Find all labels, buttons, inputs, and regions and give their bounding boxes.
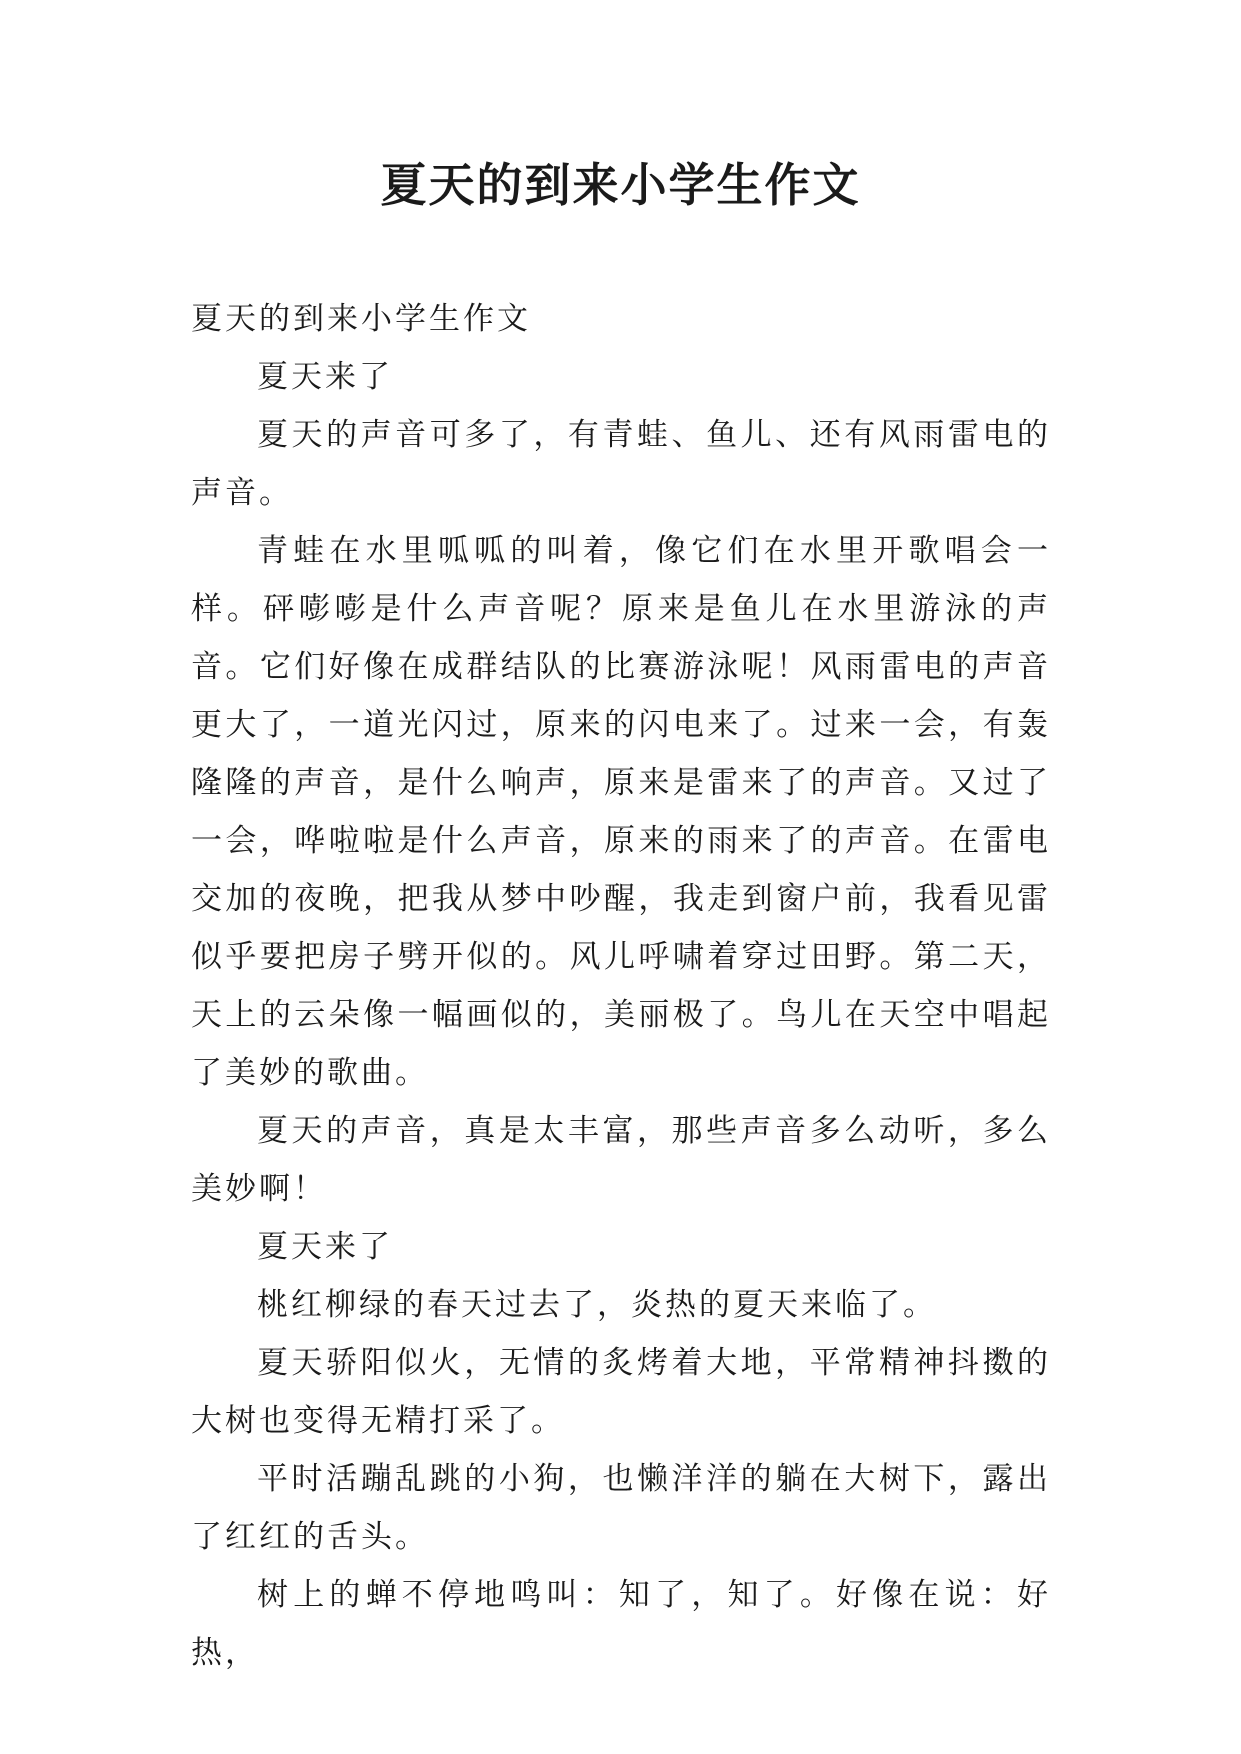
paragraph: 平时活蹦乱跳的小狗，也懒洋洋的躺在大树下，露出了红红的舌头。 <box>191 1461 1051 1555</box>
document-title: 夏天的到来小学生作文 <box>380 158 861 212</box>
paragraph: 桃红柳绿的春天过去了，炎热的夏天来临了。 <box>257 1287 937 1323</box>
paragraph: 夏天的声音，真是太丰富，那些声音多么动听，多么美妙啊！ <box>191 1113 1051 1207</box>
paragraph-heading: 夏天的到来小学生作文 <box>191 301 531 337</box>
paragraph: 青蛙在水里呱呱的叫着，像它们在水里开歌唱会一样。砰嘭嘭是什么声音呢？原来是鱼儿在水里游泳的声音。它们好像在成群结队的比赛游泳呢！风雨雷电的声音更大了，一道光闪过，原来的闪电来了。过来一会，有轰隆隆的声音，是什么响声，原来是雷来了的声音。又过了一会，哗啦啦是什么声音，原来的雨来了的声音。在雷电交加的夜晚，把我从梦中吵醒，我走到窗户前，我看见雷似乎要把房子劈开似的。风儿呼啸着穿过田野。第二天，天上的云朵像一幅画似的，美丽极了。鸟儿在天空中唱起了美妙的歌曲。 <box>191 533 1051 1091</box>
paragraph: 夏天的声音可多了，有青蛙、鱼儿、还有风雨雷电的声音。 <box>191 417 1051 511</box>
document-body <box>191 290 1051 1682</box>
paragraph: 树上的蝉不停地鸣叫：知了，知了。好像在说：好热， <box>191 1577 1051 1671</box>
paragraph-subtitle: 夏天来了 <box>257 359 393 395</box>
paragraph-subtitle: 夏天来了 <box>257 1229 393 1265</box>
paragraph: 夏天骄阳似火，无情的炙烤着大地，平常精神抖擞的大树也变得无精打采了。 <box>191 1345 1051 1439</box>
